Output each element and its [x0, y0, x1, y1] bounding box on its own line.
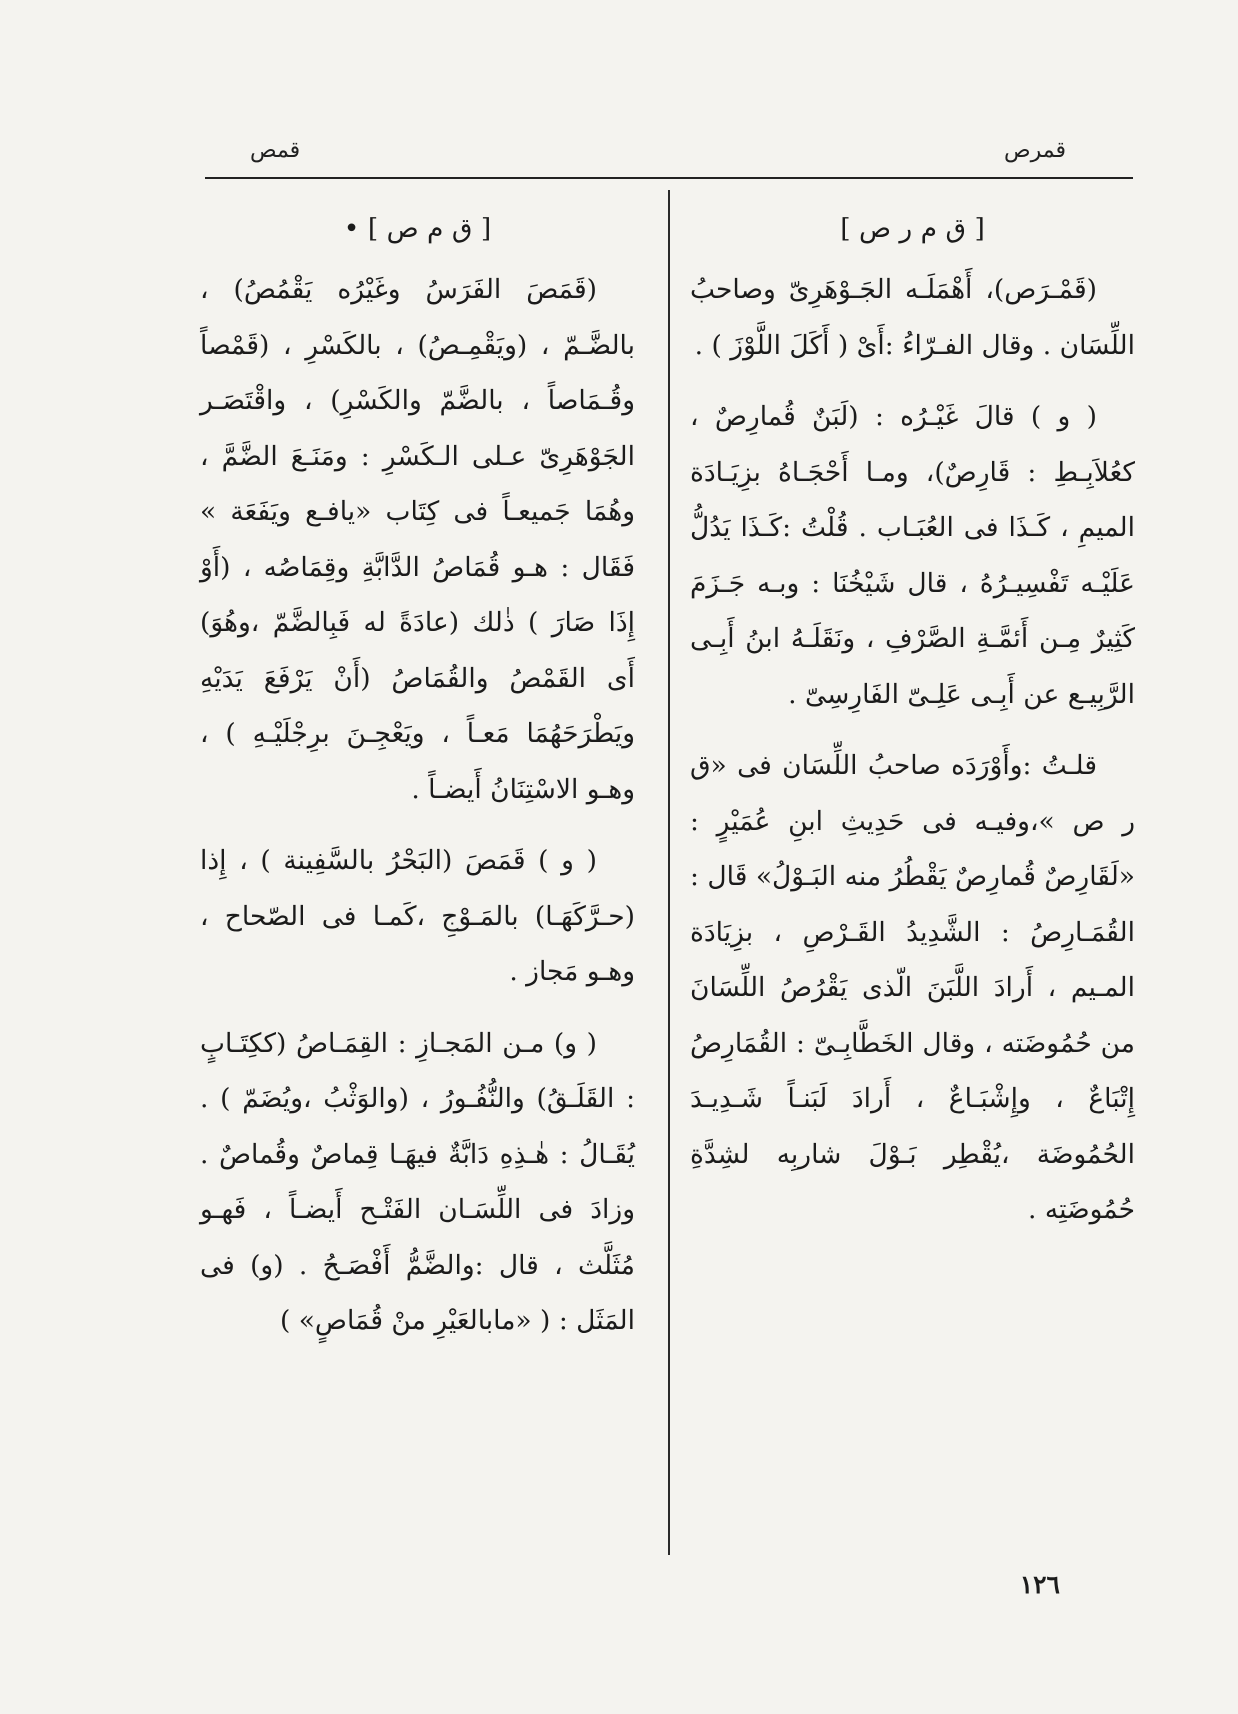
left-column: [200, 208, 635, 1349]
page-number: ١٢٦: [1019, 1570, 1060, 1599]
paragraph: ( و ) قَمَصَ (البَحْرُ بالسَّفِينة ) ، إِذا (حـرَّكَهَـا) بالمَـوْجِ ،كَمـا فى الصّحاح ، وهـو مَجاز .: [200, 845, 635, 987]
entry-heading-qmrs: [ ق م ر ص ]: [840, 213, 985, 244]
paragraph: قلـتُ :وأَوْرَدَه صاحبُ اللِّسَان فى «ق ر ص »،وفيـه فى حَدِيثِ ابنِ عُمَيْرٍ : «لَقَارِصٌ قُمارِصٌ يَقْطُرُ منه البَـوْلُ» قَال : القُمَـارِصُ : الشَّدِيدُ القَـرْصِ ، بزِيَادَة المـيم ، أَرادَ اللَّبَنَ الّذى يَقْرُصُ اللِّسَانَ من حُمُوضَته ، وقال الخَطَّابِـىّ : القُمَارِصُ إِتْبَاعٌ ، وإِشْبَـاعٌ ، أَرادَ لَبَنـاً شَـدِيـدَ الحُمُوضَة ،يُقْطِر بَـوْلَ شاربِه لشِدَّةِ حُمُوضَتِه .: [690, 750, 1135, 1225]
paragraph: ( و ) قالَ غَيْـرُه : (لَبَنٌ قُمارِصٌ ، كعُلاَبِـطِ : قَارِصٌ)، ومـا أَحْجَـاهُ بزِيَـادَة الميمِ ، كَـذَا فى العُبَـاب . قُلْتُ :كَـذَا يَدُلُّ عَلَيْـه تَفْسِيـرُهُ ، قال شَيْخُنَا : وبـه جَـزَمَ كَثِيرٌ مِـن أَئمَّـةِ الصَّرْفِ ، ونَقَلَـهُ ابنُ أَبِـى الرَّبِيـع عن أَبِـى عَلِـىّ الفَارِسِىّ .: [690, 401, 1135, 710]
header-rule: [205, 177, 1133, 179]
running-head-left: قمص: [250, 138, 301, 163]
right-column: [690, 208, 1135, 1238]
running-head-right: قمرص: [1004, 138, 1066, 163]
paragraph: ( و) مـن المَجـازِ : القِمَـاصُ (ككِتَـابٍ : القَلَـقُ) والنُّفُـورُ ، (والوَثْبُ ،ويُضَمّ ) . يُقَـالُ : هٰـذِهِ دَابَّةٌ فيهَـا قِماصٌ وقُماصٌ . وزادَ فى اللِّسَـان الفَتْـح أَيضـاً ، فَهـو مُثَلَّث ، قال :والضَّمُّ أَفْصَـحُ . (و) فى المَثَل : ( «مابالعَيْرِ منْ قُمَاصٍ» ): [200, 1027, 635, 1336]
column-divider: [668, 190, 670, 1555]
paragraph: (قَمَصَ الفَرَسُ وغَيْرُه يَقْمُصُ) ، بالضَّـمّ ، (ويَقْمِـصُ) ، بالكَسْرِ ، (قَمْصاً وقُـمَاصاً ، بالضَّمّ والكَسْرِ) ، واقْتَصَـر الجَوْهَرِىّ عـلى الـكَسْرِ : ومَنَـعَ الضَّمَّ ، وهُمَا جَميعـاً فى كِتَاب «يافـع ويَفَعَة » فَقَال : هـو قُمَاصُ الدَّابَّةِ وقِمَاصُه ، (أَوْ إِذَا صَارَ ) ذٰلك (عادَةً له فَبِالضَّمّ ،وهُوَ) أَى القَمْصُ والقُمَاصُ (أَنْ يَرْفَعَ يَدَيْهِ ويَطْرَحَهُمَا مَعـاً ، ويَعْجِـنَ برِجْلَيْـهِ ) ، وهـو الاسْتِنَانُ أَيضـاً .: [200, 274, 635, 805]
entry-heading-qms: [ ق م ص ] •: [343, 213, 492, 244]
paragraph: (قَمْـرَص)، أَهْمَلَـه الجَـوْهَرِىّ وصاحبُ اللِّسَان . وقال الفـرّاءُ :أَىْ ( أَكَلَ اللَّوْزَ ) .: [690, 274, 1135, 361]
